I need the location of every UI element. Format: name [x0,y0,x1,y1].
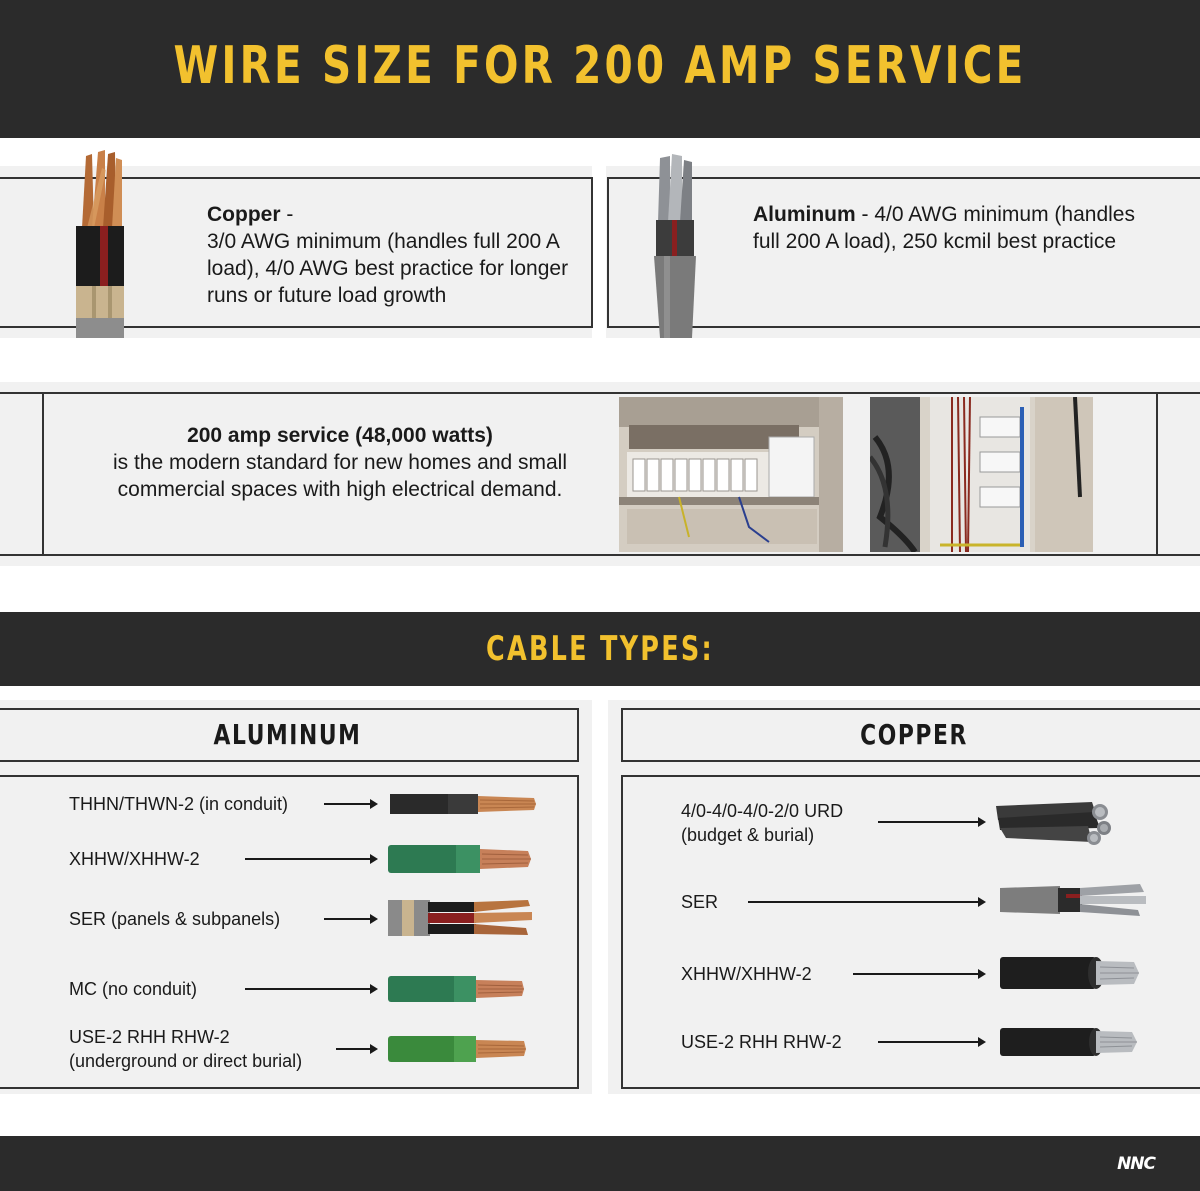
cable-label: SER [681,892,719,912]
twisted-aluminum-urd-cable-icon [996,800,1114,846]
copper-column-header [621,708,1200,762]
copper-description [207,201,587,309]
arrow-icon [245,858,376,860]
service-divider-right [1156,392,1158,556]
arrow-icon [748,901,984,903]
cable-label: SER (panels & subpanels) [69,909,281,929]
aluminum-text: - 4/0 AWG minimum (handles full 200 A load), 250 kcmil best practice [753,203,1135,253]
cable-label: XHHW/XHHW-2 [681,964,812,984]
aluminum-column-header [0,708,579,762]
cable-label-note: (budget & burial) [681,825,815,845]
arrow-icon [245,988,376,990]
gray-ser-aluminum-cable-icon [1000,882,1148,918]
arrow-icon [324,918,376,920]
footer-bar [0,1136,1200,1191]
cable-types-banner [0,612,1200,686]
arrow-icon [878,821,984,823]
service-divider-left [42,392,44,556]
multi-conductor-ser-cable-icon [388,898,533,938]
black-insulated-aluminum-wire-icon [1000,955,1142,991]
arrow-icon [336,1048,376,1050]
panel-wiring-photo [870,397,1093,552]
cable-label-note: (underground or direct burial) [69,1051,303,1071]
service-heading: 200 amp service (48,000 watts) [187,424,493,447]
aluminum-cable-image [650,152,700,338]
copper-text: 3/0 AWG minimum (handles full 200 A load), 4/0 AWG best practice for longer runs or future load growth [207,230,569,307]
cable-label: USE-2 RHH RHW-2 [69,1027,230,1047]
green-insulated-copper-wire-icon [388,1034,530,1064]
cable-types-title: CABLE TYPES: [486,629,714,669]
copper-column-title: COPPER [860,718,968,751]
service-description [100,422,580,503]
arrow-icon [853,973,984,975]
black-insulated-aluminum-wire-icon [1000,1026,1140,1058]
cable-label: XHHW/XHHW-2 [69,849,200,869]
aluminum-description [753,201,1153,255]
aluminum-strands-icon [658,154,692,222]
green-insulated-copper-wire-icon [388,843,533,875]
copper-label: Copper [207,203,281,226]
page-title: WIRE SIZE FOR 200 AMP SERVICE [173,36,1027,96]
copper-cable-image [72,148,132,338]
service-text: is the modern standard for new homes and small commercial spaces with high electrical demand. [112,451,568,501]
aluminum-label: Aluminum [753,203,856,226]
title-banner [0,0,1200,138]
cable-label: THHN/THWN-2 (in conduit) [69,794,289,814]
breaker-panel-photo [619,397,843,552]
cable-label: USE-2 RHH RHW-2 [681,1032,842,1052]
aluminum-column-title: ALUMINUM [213,718,362,751]
copper-separator: - [280,203,294,226]
brand-logo[interactable]: NNC [1117,1154,1155,1174]
cable-label: MC (no conduit) [69,979,198,999]
arrow-icon [878,1041,984,1043]
copper-strands-icon [82,150,122,228]
cable-label: 4/0-4/0-4/0-2/0 URD [681,801,844,821]
green-insulated-copper-wire-icon [388,974,528,1004]
arrow-icon [324,803,376,805]
black-insulated-copper-wire-icon [390,792,538,816]
